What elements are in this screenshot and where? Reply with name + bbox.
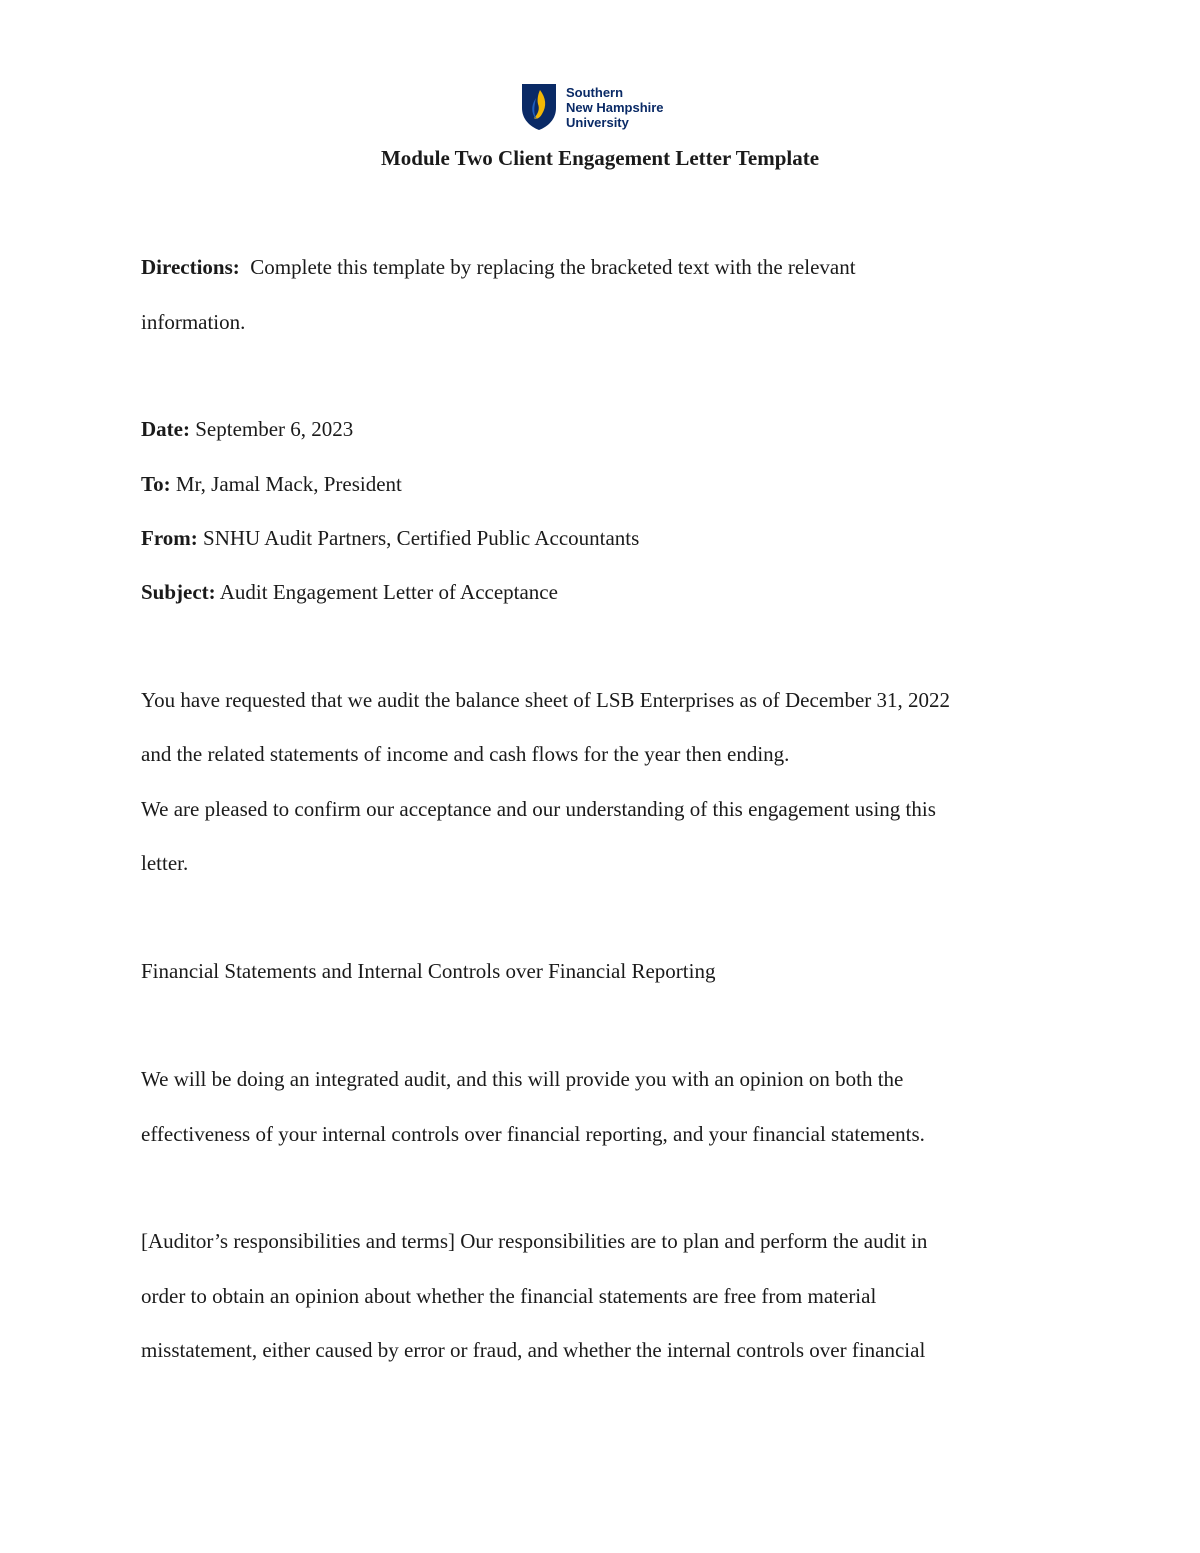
wordmark-line-2: New Hampshire <box>566 99 664 115</box>
paragraph-1-line-2: and the related statements of income and cash flows for the year then ending. <box>141 742 790 766</box>
university-wordmark <box>566 85 664 130</box>
date-value: September 6, 2023 <box>195 417 354 441</box>
paragraph-4-line-1: [Auditor’s responsibilities and terms] Our responsibilities are to plan and perform the audit in <box>141 1229 928 1253</box>
document-title: Module Two Client Engagement Letter Template <box>380 146 820 170</box>
to-value: Mr, Jamal Mack, President <box>175 472 402 496</box>
paragraph-2-line-1: We are pleased to confirm our acceptance and our understanding of this engagement using this <box>141 797 936 821</box>
paragraph-3-line-2: effectiveness of your internal controls over financial reporting, and your financial statements. <box>141 1122 925 1146</box>
university-logo <box>520 80 685 134</box>
date-label: Date: <box>141 417 190 441</box>
directions-label: Directions: <box>141 255 240 279</box>
to-field <box>141 471 402 497</box>
subject-label: Subject: <box>141 580 216 604</box>
shield-flame-icon <box>520 82 558 132</box>
directions-text-1: Complete this template by replacing the bracketed text with the relevant <box>250 255 856 279</box>
paragraph-2-line-2: letter. <box>141 851 189 875</box>
from-value: SNHU Audit Partners, Certified Public Accountants <box>203 526 640 550</box>
directions-line-1 <box>141 254 856 280</box>
paragraph-3-line-1: We will be doing an integrated audit, and this will provide you with an opinion on both the <box>141 1067 904 1091</box>
paragraph-4-line-2: order to obtain an opinion about whether the financial statements are free from material <box>141 1284 877 1308</box>
from-label: From: <box>141 526 198 550</box>
wordmark-line-3: University <box>566 114 629 130</box>
wordmark-line-1: Southern <box>566 84 624 100</box>
from-field <box>141 525 639 551</box>
to-label: To: <box>141 472 171 496</box>
paragraph-4-line-3: misstatement, either caused by error or fraud, and whether the internal controls over financial <box>141 1338 926 1362</box>
section-heading: Financial Statements and Internal Controls over Financial Reporting <box>141 959 716 983</box>
date-field <box>141 416 353 442</box>
paragraph-1-line-1: You have requested that we audit the balance sheet of LSB Enterprises as of December 31, 2022 <box>141 688 951 712</box>
directions-line-2: information. <box>141 310 246 334</box>
subject-value: Audit Engagement Letter of Acceptance <box>219 580 558 604</box>
subject-field <box>141 579 558 605</box>
